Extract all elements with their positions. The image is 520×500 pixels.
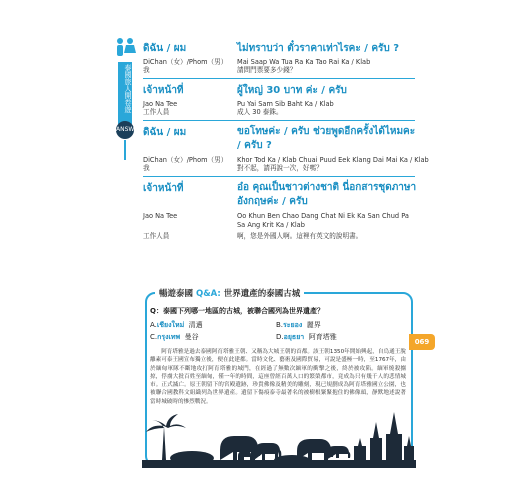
- thai-sentence: ขอโทษค่ะ / ครับ ช่วยพูดอีกครั้งได้ไหมคะ / ครับ ?: [237, 126, 416, 151]
- chinese-translation: 請問門票要多少錢？: [237, 66, 297, 74]
- speaker-thai: เจ้าหน้าที่: [143, 183, 184, 194]
- option-b: B.ระยอง 麗界: [276, 321, 321, 329]
- romanization: Oo Khun Ben Chao Dang Chat Ni Ek Ka San Chud Pa Sa Ang Krit Ka / Klab: [237, 212, 409, 229]
- speaker-thai: ดิฉัน / ผม: [143, 127, 187, 138]
- speaker-chinese: 工作人員: [143, 232, 170, 240]
- option-a: A.เชียงใหม่ 清邁: [150, 321, 203, 329]
- row-divider: [143, 78, 415, 79]
- speaker-chinese: 我: [143, 164, 150, 172]
- qa-paragraph: 阿育塔雅是過去泰國阿育塔雅王朝、又稱為大城王朝的首都。該王朝1350年開始興起，自烏通王脫離素可泰王國宣布獨立後，便在此建都。當時文化、藝術及國際貿易，可說是盛極一時，至1767年，由於緬甸軍隊不斷地攻打阿育塔雅的城門，在經過了無數次緬軍的衝擊之後，終於被攻陷。緬軍燒殺擄掠，俘虜大批百姓至緬甸，僅一年的時間，這座曾經百萬人口的繁榮都市，竟成為只有幾千人的悲情城市。正式滅亡。原王朝留下的宮殿遺跡，珍貴佛像及精美的雕刻，現已規劃成為阿育塔雅國立公園，也被聯合國教科文組織列為世界遺產。遺留下傷痕泰寺最著名的被樹根緊緊抱住的佛像頭，靜默地述說著當時城破時的慘烈戰況。: [150, 349, 406, 405]
- qa-title: [155, 287, 304, 299]
- qa-question: Q：泰國下列哪一地區的古城，被聯合國列為世界遺產？: [150, 307, 324, 315]
- speaker-chinese: 我: [143, 66, 150, 74]
- page-number-tab: 069: [409, 334, 435, 350]
- speaker-roman: Jao Na Tee: [143, 212, 178, 220]
- thai-sentence: ไม่ทราบว่า ตั๋วราคาเท่าไรคะ / ครับ ?: [237, 43, 400, 54]
- speaker-roman: DiChan（女）/Phom（男）: [143, 58, 228, 66]
- option-c: C.กรุงเทพ 曼谷: [150, 333, 199, 341]
- romanization: Mai Saap Wa Tua Ra Ka Tao Rai Ka / Klab: [237, 58, 371, 66]
- row-divider: [143, 120, 415, 121]
- chinese-translation: 啊，您是外國人啊。這裡有英文的說明書。: [237, 232, 363, 240]
- qa-title-prefix: 暢遊泰國: [159, 289, 194, 299]
- speaker-roman: DiChan（女）/Phom（男）: [143, 156, 228, 164]
- sidebar-divider: [124, 140, 126, 160]
- row-divider: [143, 176, 415, 177]
- sidebar-label: 泰國旅人開卷遊: [124, 64, 132, 113]
- thai-sentence: ผู้ใหญ่ 30 บาท ค่ะ / ครับ: [237, 85, 347, 96]
- qa-title-rest: 世界遺產的泰國古城: [223, 289, 301, 299]
- speaker-roman: Jao Na Tee: [143, 100, 178, 108]
- person-icons: [114, 36, 136, 58]
- chinese-translation: 成人 30 泰銖。: [237, 108, 283, 116]
- speaker-chinese: 工作人員: [143, 108, 170, 116]
- chinese-translation: 對不起，請再說一次，好嗎？: [237, 164, 323, 172]
- romanization: Khor Tod Ka / Klab Chuai Puud Eek Klang Dai Mai Ka / Klab: [237, 156, 429, 164]
- sidebar-badge: ANSWER: [116, 121, 134, 139]
- thai-sentence: อ๋อ คุณเป็นชาวต่างชาติ นี่อกสารชุดภาษาอังกฤษค่ะ / ครับ: [237, 182, 417, 207]
- romanization: Pu Yai Sam Sib Baht Ka / Klab: [237, 100, 334, 108]
- speaker-thai: ดิฉัน / ผม: [143, 43, 187, 54]
- elephant-temple-silhouette: [142, 408, 416, 468]
- qa-title-highlight: Q&A:: [195, 289, 221, 299]
- speaker-thai: เจ้าหน้าที่: [143, 85, 184, 96]
- option-d: D.อยุธยา 阿育塔雅: [276, 333, 337, 341]
